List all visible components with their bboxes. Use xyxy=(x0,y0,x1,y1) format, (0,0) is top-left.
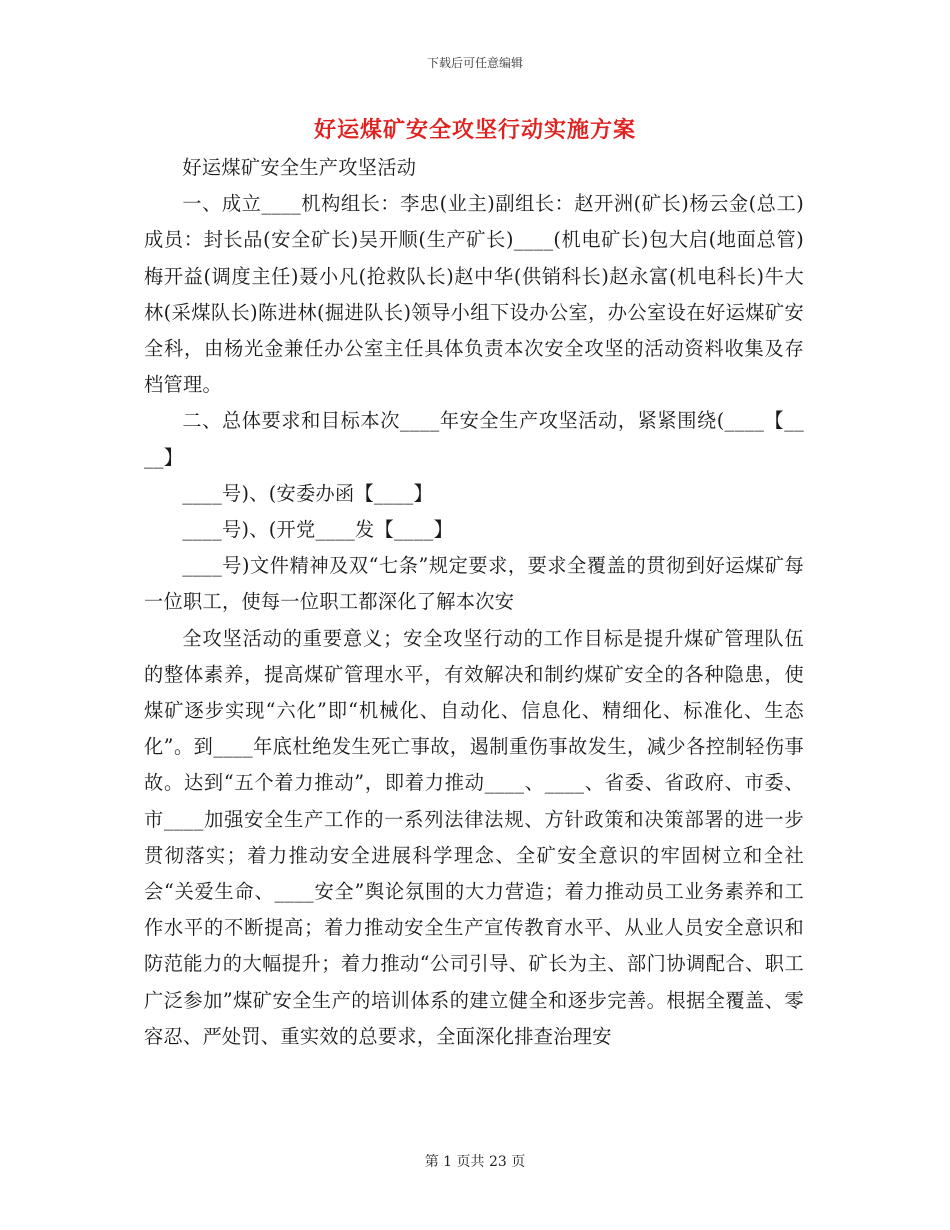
paragraph-goals: 全攻坚活动的重要意义；安全攻坚行动的工作目标是提升煤矿管理队伍的整体素养，提高煤矿管理水平，有效解决和制约煤矿安全的各种隐患，使煤矿逐步实现“六化”即“机械化、自动化、信息化、精细化、标准化、生态化”。到____年底杜绝发生死亡事故，遏制重伤事故发生，减少各控制轻伤事故。达到“五个着力推动”，即着力推动____、____、省委、省政府、市委、市____加强安全生产工作的一系列法律法规、方针政策和决策部署的进一步贯彻落实；着力推动安全进展科学理念、全矿安全意识的牢固树立和全社会“关爱生命、____安全”舆论氛围的大力营造；着力推动员工业务素养和工作水平的不断提高；着力推动安全生产宣传教育水平、从业人员安全意识和防范能力的大幅提升；着力推动“公司引导、矿长为主、部门协调配合、职工广泛参加”煤矿安全生产的培训体系的建立健全和逐步完善。根据全覆盖、零容忍、严处罚、重实效的总要求，全面深化排查治理安 xyxy=(144,626,804,1048)
paragraph-ref-3: ____号)文件精神及双“七条”规定要求，要求全覆盖的贯彻到好运煤矿每一位职工，使每一位职工都深化了解本次安 xyxy=(144,554,804,614)
paragraph-subtitle: 好运煤矿安全生产攻坚活动 xyxy=(182,156,417,179)
page-footer: 第 1 页共 23 页 xyxy=(424,1154,526,1170)
paragraph-ref-1: ____号)、(安委办函【____】 xyxy=(182,481,434,505)
paragraph-section-2: 二、总体要求和目标本次____年安全生产攻坚活动，紧紧围绕(____【____】 xyxy=(144,409,804,469)
paragraph-section-1: 一、成立____机构组长：李忠(业主)副组长：赵开洲(矿长)杨云金(总工)成员：封长品(安全矿长)吴开顺(生产矿长)____(机电矿长)包大启(地面总管)梅开益(调度主任)聂小凡(抢救队长)赵中华(供销科长)赵永富(机电科长)牛大林(采煤队长)陈进林(掘进队长)领导小组下设办公室，办公室设在好运煤矿安全科，由杨光金兼任办公室主任具体负责本次安全攻坚的活动资料收集及存档管理。 xyxy=(144,192,804,397)
paragraph-ref-2: ____号)、(开党____发【____】 xyxy=(182,518,454,542)
page-header: 下载后可任意编辑 xyxy=(426,56,523,70)
document-body xyxy=(144,150,804,1055)
document-title: 好运煤矿安全攻坚行动实施方案 xyxy=(313,117,636,143)
